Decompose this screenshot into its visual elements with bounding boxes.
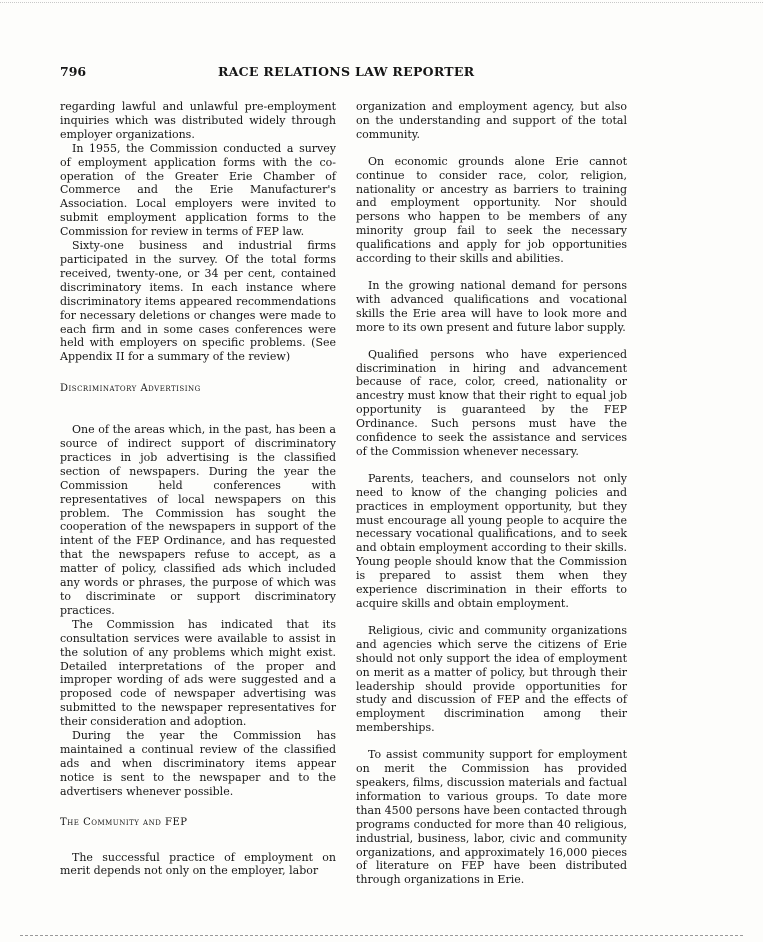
paragraph: Parents, teachers, and counselors not only need to know of the changing policies and practices in employment opportunity, but they must encourage all young people to acquire the necessary vocational qualifications, and to seek and obtain employment according to their skills. Young people should know that the Commission is prepared to assist them when they experience discrimination in their efforts to acquire skills and obtain employment.	[356, 471, 627, 610]
paragraph: To assist community support for employment on merit the Commission has provided speakers, films, discussion materials and factual information to various groups. To date more than 4500 persons have been contacted through programs conducted for more than 40 religious, industrial, business, labor, civic and community organizations, and approximately 16,000 pieces of literature on FEP have been distributed through organizations in Erie.	[356, 748, 628, 887]
page-number: 796	[60, 64, 87, 79]
paragraph: regarding lawful and unlawful pre-employment inquiries which was distributed widely through employer organizations.	[60, 100, 336, 141]
paragraph: During the year the Commission has maintained a continual review of the classified ads and when discriminatory items appear notice is sent to the newspaper and to the advertisers whenever possible.	[60, 729, 336, 798]
left-column	[60, 100, 336, 878]
paragraph: The successful practice of employment on merit depends not only on the employer, labor	[60, 850, 336, 878]
paragraph: organization and employment agency, but also on the understanding and support of the total community.	[356, 100, 627, 141]
section-heading: Discriminatory Advertising	[60, 383, 201, 395]
paragraph: Qualified persons who have experienced discrimination in hiring and advancement because of race, color, creed, nationality or ancestry must know that their right to equal job opportunity is guaranteed by the FEP Ordinance. Such persons must have the confidence to seek the assistance and services of the Commission whenever necessary.	[356, 347, 627, 458]
right-column	[356, 100, 627, 887]
paragraph: Sixty-one business and industrial firms participated in the survey. Of the total forms received, twenty-one, or 34 per cent, contained discriminatory items. In each instance where discriminatory items appeared recommendations for necessary deletions or changes were made to each firm and in some cases conferences were held with employers on specific problems. (See Appendix II for a summary of the review)	[60, 239, 336, 364]
paragraph: In 1955, the Commission conducted a survey of employment application forms with the co-operation of the Greater Erie Chamber of Commerce and the Erie Manufacturer's Association. Local employers were invited to submit employment application forms to the Commission for review in terms of FEP law.	[60, 141, 336, 239]
paragraph: One of the areas which, in the past, has been a source of indirect support of discriminatory practices in job advertising is the classified section of newspapers. During the year the Commission held conferences with representatives of local newspapers on this problem. The Commission has sought the cooperation of the newspapers in support of the intent of the FEP Ordinance, and has requested that the newspapers refuse to accept, as a matter of policy, classified ads which included any words or phrases, the purpose of which was to discriminate or support discriminatory practices.	[60, 423, 336, 617]
paragraph: On economic grounds alone Erie cannot continue to consider race, color, religion, nationality or ancestry as barriers to training and employment opportunity. Nor should persons who happen to be members of any minority group fail to seek the necessary qualifications and apply for job opportunities according to their skills and abilities.	[356, 154, 627, 266]
running-title: RACE RELATIONS LAW REPORTER	[218, 64, 475, 79]
paragraph: In the growing national demand for persons with advanced qualifications and vocational skills the Erie area will have to look more and more to its own present and future labor supply.	[356, 278, 627, 334]
scan-edge-rule	[0, 2, 763, 3]
section-heading: The Community and FEP	[60, 816, 188, 828]
scan-edge-rule	[20, 935, 743, 936]
paragraph: The Commission has indicated that its consultation services were available to assist in the solution of any problems which might exist. Detailed interpretations of the proper and improper wording of ads were suggested and a proposed code of newspaper advertising was submitted to the newspaper representatives for their consideration and adoption.	[60, 617, 336, 729]
paragraph: Religious, civic and community organizations and agencies which serve the citizens of Erie should not only support the idea of employment on merit as a matter of policy, but through their leadership should provide opportunities for study and discussion of FEP and the effects of employment discrimination among their memberships.	[356, 623, 627, 735]
